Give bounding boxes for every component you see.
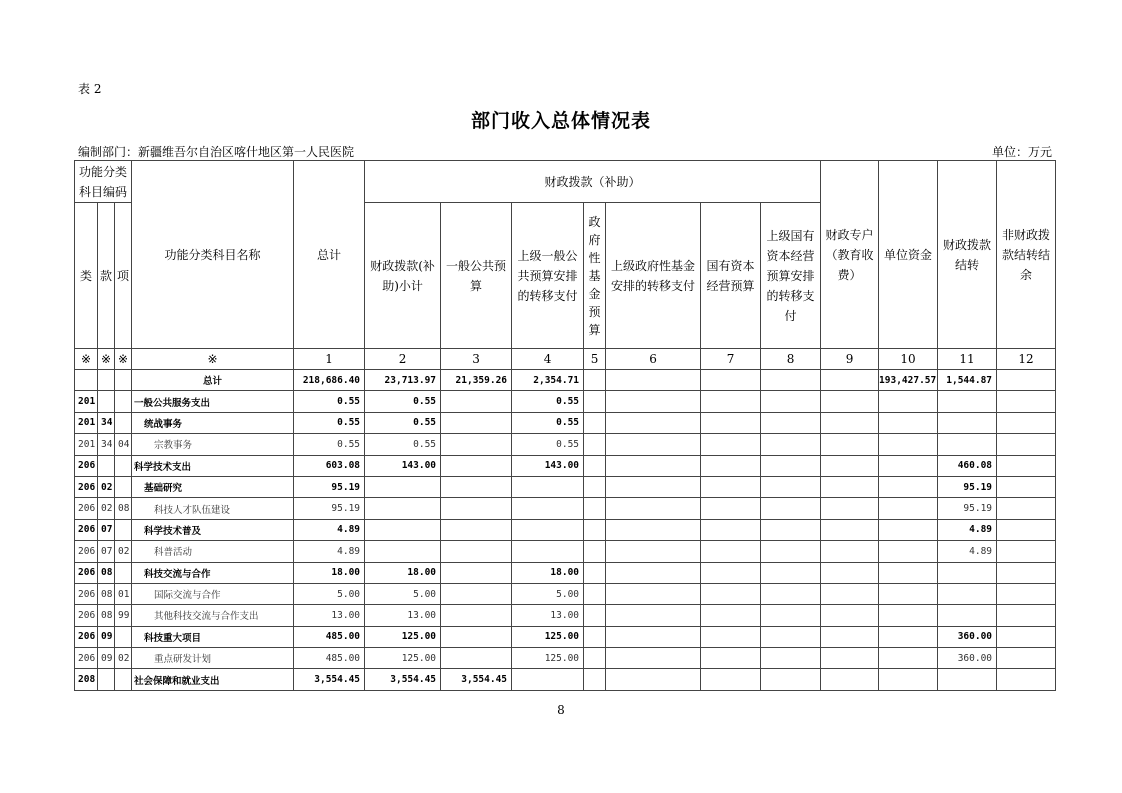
cell-col-2 xyxy=(365,541,441,562)
cell-col-7 xyxy=(701,541,761,562)
cell-col-10 xyxy=(879,669,938,690)
cell-col-12 xyxy=(997,648,1056,669)
cell-col-3 xyxy=(441,626,512,647)
cell-col-12 xyxy=(997,391,1056,412)
cell-col-9 xyxy=(821,583,879,604)
cell-col-12 xyxy=(997,626,1056,647)
cell-xiang: 01 xyxy=(115,583,132,604)
cell-col-11: 95.19 xyxy=(938,476,997,497)
cell-col-11 xyxy=(938,605,997,626)
cell-col-9 xyxy=(821,541,879,562)
table-row xyxy=(75,519,1056,540)
revenue-table xyxy=(74,160,1056,691)
cell-col-9 xyxy=(821,498,879,519)
cell-col-11 xyxy=(938,562,997,583)
cell-col-9 xyxy=(821,519,879,540)
header-fiscal-subtotal: 财政拨款(补助)小计 xyxy=(365,203,441,349)
cell-kuan: 09 xyxy=(98,648,115,669)
cell-col-4: 125.00 xyxy=(512,626,584,647)
cell-col-11 xyxy=(938,412,997,433)
cell-col-3: 21,359.26 xyxy=(441,370,512,391)
column-index-cell: 2 xyxy=(365,349,441,370)
cell-col-9 xyxy=(821,476,879,497)
cell-lei: 206 xyxy=(75,583,98,604)
table-number-label: 表 2 xyxy=(78,82,102,96)
page-title: 部门收入总体情况表 xyxy=(470,110,651,132)
cell-col-12 xyxy=(997,370,1056,391)
cell-col-1: 485.00 xyxy=(294,648,365,669)
cell-col-12 xyxy=(997,669,1056,690)
cell-col-7 xyxy=(701,669,761,690)
cell-kuan: 34 xyxy=(98,412,115,433)
cell-kuan: 08 xyxy=(98,583,115,604)
cell-col-2 xyxy=(365,498,441,519)
header-upper-fund-transfer: 上级政府性基金安排的转移支付 xyxy=(606,203,701,349)
cell-col-6 xyxy=(606,370,701,391)
cell-col-3 xyxy=(441,648,512,669)
cell-col-1: 603.08 xyxy=(294,455,365,476)
cell-col-2: 0.55 xyxy=(365,391,441,412)
header-lei: 类 xyxy=(75,203,98,349)
cell-item-name: 统战事务 xyxy=(132,412,294,433)
cell-col-6 xyxy=(606,455,701,476)
cell-item-name: 重点研发计划 xyxy=(132,648,294,669)
cell-col-5 xyxy=(584,605,606,626)
cell-col-7 xyxy=(701,583,761,604)
cell-col-2: 125.00 xyxy=(365,648,441,669)
cell-xiang: 08 xyxy=(115,498,132,519)
cell-col-7 xyxy=(701,455,761,476)
cell-col-10 xyxy=(879,434,938,455)
cell-col-11 xyxy=(938,434,997,455)
cell-col-6 xyxy=(606,519,701,540)
cell-col-1: 3,554.45 xyxy=(294,669,365,690)
cell-col-6 xyxy=(606,669,701,690)
cell-col-8 xyxy=(761,476,821,497)
cell-col-7 xyxy=(701,562,761,583)
cell-col-1: 0.55 xyxy=(294,434,365,455)
cell-col-12 xyxy=(997,519,1056,540)
cell-col-9 xyxy=(821,412,879,433)
cell-col-9 xyxy=(821,455,879,476)
column-index-cell: ※ xyxy=(115,349,132,370)
cell-col-2 xyxy=(365,519,441,540)
cell-col-1: 218,686.40 xyxy=(294,370,365,391)
cell-item-name: 社会保障和就业支出 xyxy=(132,669,294,690)
cell-col-8 xyxy=(761,498,821,519)
cell-col-8 xyxy=(761,455,821,476)
cell-lei: 206 xyxy=(75,648,98,669)
cell-col-9 xyxy=(821,669,879,690)
table-row xyxy=(75,434,1056,455)
cell-col-5 xyxy=(584,476,606,497)
cell-col-8 xyxy=(761,626,821,647)
cell-col-8 xyxy=(761,391,821,412)
cell-item-name: 基础研究 xyxy=(132,476,294,497)
cell-col-1: 95.19 xyxy=(294,476,365,497)
cell-xiang: 04 xyxy=(115,434,132,455)
cell-col-5 xyxy=(584,434,606,455)
cell-col-6 xyxy=(606,498,701,519)
table-row xyxy=(75,455,1056,476)
cell-col-6 xyxy=(606,583,701,604)
table-row xyxy=(75,626,1056,647)
cell-col-10 xyxy=(879,476,938,497)
cell-col-8 xyxy=(761,583,821,604)
cell-col-2: 0.55 xyxy=(365,412,441,433)
column-index-cell: 12 xyxy=(997,349,1056,370)
cell-col-6 xyxy=(606,562,701,583)
cell-col-3 xyxy=(441,455,512,476)
cell-xiang: 02 xyxy=(115,541,132,562)
cell-kuan: 09 xyxy=(98,626,115,647)
cell-col-11: 460.08 xyxy=(938,455,997,476)
cell-col-3: 3,554.45 xyxy=(441,669,512,690)
cell-col-3 xyxy=(441,434,512,455)
cell-col-10: 193,427.57 xyxy=(879,370,938,391)
cell-col-4: 0.55 xyxy=(512,391,584,412)
cell-col-8 xyxy=(761,669,821,690)
cell-kuan: 07 xyxy=(98,519,115,540)
column-index-cell: 4 xyxy=(512,349,584,370)
cell-col-3 xyxy=(441,605,512,626)
column-index-cell: 1 xyxy=(294,349,365,370)
compiling-department: 编制部门：新疆维吾尔自治区喀什地区第一人民医院 xyxy=(78,145,355,159)
table-row xyxy=(75,583,1056,604)
cell-item-name: 宗教事务 xyxy=(132,434,294,455)
table-row xyxy=(75,412,1056,433)
column-index-cell: 6 xyxy=(606,349,701,370)
cell-col-8 xyxy=(761,412,821,433)
cell-kuan: 34 xyxy=(98,434,115,455)
cell-col-5 xyxy=(584,498,606,519)
table-row xyxy=(75,391,1056,412)
column-index-cell: 5 xyxy=(584,349,606,370)
cell-col-12 xyxy=(997,498,1056,519)
column-index-cell: ※ xyxy=(132,349,294,370)
cell-col-2 xyxy=(365,476,441,497)
cell-col-4: 125.00 xyxy=(512,648,584,669)
cell-item-name: 科技交流与合作 xyxy=(132,562,294,583)
cell-col-9 xyxy=(821,391,879,412)
cell-col-4 xyxy=(512,476,584,497)
cell-col-7 xyxy=(701,519,761,540)
cell-kuan: 08 xyxy=(98,562,115,583)
cell-col-11 xyxy=(938,583,997,604)
cell-col-10 xyxy=(879,455,938,476)
cell-xiang xyxy=(115,370,132,391)
cell-col-2: 23,713.97 xyxy=(365,370,441,391)
cell-col-8 xyxy=(761,519,821,540)
cell-xiang: 99 xyxy=(115,605,132,626)
cell-col-9 xyxy=(821,370,879,391)
cell-col-10 xyxy=(879,648,938,669)
cell-col-5 xyxy=(584,648,606,669)
cell-col-6 xyxy=(606,391,701,412)
cell-col-2: 125.00 xyxy=(365,626,441,647)
cell-col-8 xyxy=(761,370,821,391)
cell-col-11: 1,544.87 xyxy=(938,370,997,391)
cell-lei: 206 xyxy=(75,476,98,497)
table-row xyxy=(75,562,1056,583)
cell-lei: 201 xyxy=(75,391,98,412)
cell-col-4 xyxy=(512,541,584,562)
cell-col-10 xyxy=(879,519,938,540)
cell-col-5 xyxy=(584,455,606,476)
cell-col-8 xyxy=(761,541,821,562)
cell-col-1: 0.55 xyxy=(294,391,365,412)
cell-col-7 xyxy=(701,626,761,647)
cell-col-4: 13.00 xyxy=(512,605,584,626)
cell-col-6 xyxy=(606,605,701,626)
cell-col-7 xyxy=(701,412,761,433)
cell-col-8 xyxy=(761,648,821,669)
cell-col-7 xyxy=(701,476,761,497)
cell-col-2: 143.00 xyxy=(365,455,441,476)
column-index-cell: 8 xyxy=(761,349,821,370)
cell-item-name: 其他科技交流与合作支出 xyxy=(132,605,294,626)
cell-col-10 xyxy=(879,412,938,433)
table-row xyxy=(75,648,1056,669)
cell-lei: 206 xyxy=(75,541,98,562)
cell-col-12 xyxy=(997,541,1056,562)
cell-col-1: 0.55 xyxy=(294,412,365,433)
cell-lei: 206 xyxy=(75,455,98,476)
page-number: 8 xyxy=(557,703,565,717)
cell-col-6 xyxy=(606,541,701,562)
cell-col-2: 0.55 xyxy=(365,434,441,455)
cell-col-7 xyxy=(701,370,761,391)
table-row xyxy=(75,605,1056,626)
unit-label: 单位：万元 xyxy=(991,145,1052,159)
cell-col-10 xyxy=(879,562,938,583)
header-special-fund: 财政专户（教育收费） xyxy=(821,161,879,349)
table-row xyxy=(75,476,1056,497)
cell-lei: 201 xyxy=(75,412,98,433)
cell-col-10 xyxy=(879,583,938,604)
cell-col-5 xyxy=(584,370,606,391)
cell-col-5 xyxy=(584,583,606,604)
cell-lei xyxy=(75,370,98,391)
cell-kuan: 08 xyxy=(98,605,115,626)
cell-xiang xyxy=(115,519,132,540)
header-fiscal-group: 财政拨款（补助） xyxy=(365,161,821,203)
cell-item-name: 科技重大项目 xyxy=(132,626,294,647)
cell-col-11: 4.89 xyxy=(938,541,997,562)
cell-xiang xyxy=(115,626,132,647)
cell-col-5 xyxy=(584,626,606,647)
cell-col-1: 485.00 xyxy=(294,626,365,647)
header-state-capital-budget: 国有资本经营预算 xyxy=(701,203,761,349)
header-xiang: 项 xyxy=(115,203,132,349)
cell-kuan: 02 xyxy=(98,476,115,497)
cell-col-2: 18.00 xyxy=(365,562,441,583)
cell-item-name: 科学技术支出 xyxy=(132,455,294,476)
cell-lei: 206 xyxy=(75,562,98,583)
cell-col-1: 13.00 xyxy=(294,605,365,626)
column-index-cell: ※ xyxy=(75,349,98,370)
cell-col-10 xyxy=(879,605,938,626)
cell-col-4 xyxy=(512,669,584,690)
cell-col-9 xyxy=(821,648,879,669)
cell-lei: 201 xyxy=(75,434,98,455)
table-row xyxy=(75,541,1056,562)
cell-col-5 xyxy=(584,669,606,690)
cell-col-3 xyxy=(441,562,512,583)
cell-col-3 xyxy=(441,498,512,519)
table-row xyxy=(75,669,1056,690)
cell-item-name: 总计 xyxy=(132,370,294,391)
cell-col-5 xyxy=(584,519,606,540)
cell-lei: 206 xyxy=(75,498,98,519)
cell-col-11: 95.19 xyxy=(938,498,997,519)
cell-col-7 xyxy=(701,391,761,412)
cell-col-12 xyxy=(997,455,1056,476)
cell-col-10 xyxy=(879,391,938,412)
cell-col-7 xyxy=(701,498,761,519)
column-index-cell: 11 xyxy=(938,349,997,370)
cell-xiang xyxy=(115,412,132,433)
cell-col-4: 5.00 xyxy=(512,583,584,604)
cell-col-8 xyxy=(761,562,821,583)
header-nonfiscal-carryover: 非财政拨款结转结余 xyxy=(997,161,1056,349)
cell-item-name: 科普活动 xyxy=(132,541,294,562)
cell-col-10 xyxy=(879,626,938,647)
cell-kuan xyxy=(98,391,115,412)
cell-col-12 xyxy=(997,412,1056,433)
cell-col-4: 143.00 xyxy=(512,455,584,476)
header-kuan: 款 xyxy=(98,203,115,349)
cell-col-1: 5.00 xyxy=(294,583,365,604)
cell-col-1: 4.89 xyxy=(294,541,365,562)
cell-col-8 xyxy=(761,605,821,626)
header-item-name: 功能分类科目名称 xyxy=(132,161,294,349)
cell-col-4: 0.55 xyxy=(512,434,584,455)
cell-col-12 xyxy=(997,605,1056,626)
cell-col-7 xyxy=(701,605,761,626)
cell-lei: 206 xyxy=(75,519,98,540)
cell-col-11 xyxy=(938,669,997,690)
cell-lei: 208 xyxy=(75,669,98,690)
cell-col-2: 13.00 xyxy=(365,605,441,626)
cell-col-12 xyxy=(997,583,1056,604)
cell-kuan xyxy=(98,455,115,476)
cell-kuan: 02 xyxy=(98,498,115,519)
cell-xiang xyxy=(115,455,132,476)
cell-item-name: 国际交流与合作 xyxy=(132,583,294,604)
header-unit-fund: 单位资金 xyxy=(879,161,938,349)
cell-xiang xyxy=(115,669,132,690)
cell-item-name: 一般公共服务支出 xyxy=(132,391,294,412)
header-gov-fund-budget: 政府性基金预算 xyxy=(584,203,606,349)
cell-col-6 xyxy=(606,476,701,497)
cell-col-3 xyxy=(441,583,512,604)
cell-col-5 xyxy=(584,562,606,583)
header-upper-general-transfer: 上级一般公共预算安排的转移支付 xyxy=(512,203,584,349)
cell-col-4: 0.55 xyxy=(512,412,584,433)
cell-col-12 xyxy=(997,434,1056,455)
cell-col-9 xyxy=(821,562,879,583)
total-row xyxy=(75,370,1056,391)
cell-col-7 xyxy=(701,434,761,455)
cell-col-6 xyxy=(606,626,701,647)
header-upper-state-capital-transfer: 上级国有资本经营预算安排的转移支付 xyxy=(761,203,821,349)
cell-col-11: 360.00 xyxy=(938,626,997,647)
cell-item-name: 科技人才队伍建设 xyxy=(132,498,294,519)
cell-xiang xyxy=(115,391,132,412)
cell-col-2: 3,554.45 xyxy=(365,669,441,690)
cell-lei: 206 xyxy=(75,626,98,647)
cell-item-name: 科学技术普及 xyxy=(132,519,294,540)
cell-col-4: 18.00 xyxy=(512,562,584,583)
cell-xiang xyxy=(115,476,132,497)
column-index-cell: 7 xyxy=(701,349,761,370)
cell-col-6 xyxy=(606,648,701,669)
cell-col-1: 4.89 xyxy=(294,519,365,540)
cell-xiang: 02 xyxy=(115,648,132,669)
column-index-cell: 3 xyxy=(441,349,512,370)
cell-col-10 xyxy=(879,541,938,562)
cell-col-3 xyxy=(441,519,512,540)
cell-col-1: 18.00 xyxy=(294,562,365,583)
cell-col-12 xyxy=(997,476,1056,497)
cell-col-4: 2,354.71 xyxy=(512,370,584,391)
cell-col-11: 360.00 xyxy=(938,648,997,669)
cell-col-3 xyxy=(441,391,512,412)
cell-col-12 xyxy=(997,562,1056,583)
cell-col-9 xyxy=(821,434,879,455)
header-total: 总计 xyxy=(294,161,365,349)
cell-col-5 xyxy=(584,541,606,562)
header-general-public-budget: 一般公共预算 xyxy=(441,203,512,349)
cell-col-11 xyxy=(938,391,997,412)
cell-kuan: 07 xyxy=(98,541,115,562)
cell-col-9 xyxy=(821,605,879,626)
cell-kuan xyxy=(98,370,115,391)
table-row xyxy=(75,498,1056,519)
cell-col-11: 4.89 xyxy=(938,519,997,540)
cell-col-2: 5.00 xyxy=(365,583,441,604)
cell-col-1: 95.19 xyxy=(294,498,365,519)
header-code-group: 功能分类科目编码 xyxy=(75,161,132,203)
cell-lei: 206 xyxy=(75,605,98,626)
cell-kuan xyxy=(98,669,115,690)
cell-col-3 xyxy=(441,541,512,562)
header-fiscal-carryover: 财政拨款结转 xyxy=(938,161,997,349)
cell-col-5 xyxy=(584,391,606,412)
cell-col-4 xyxy=(512,498,584,519)
cell-col-4 xyxy=(512,519,584,540)
cell-col-9 xyxy=(821,626,879,647)
cell-col-10 xyxy=(879,498,938,519)
column-index-cell: ※ xyxy=(98,349,115,370)
cell-xiang xyxy=(115,562,132,583)
cell-col-7 xyxy=(701,648,761,669)
cell-col-3 xyxy=(441,476,512,497)
cell-col-8 xyxy=(761,434,821,455)
column-index-cell: 10 xyxy=(879,349,938,370)
cell-col-6 xyxy=(606,412,701,433)
column-index-cell: 9 xyxy=(821,349,879,370)
cell-col-5 xyxy=(584,412,606,433)
cell-col-6 xyxy=(606,434,701,455)
cell-col-3 xyxy=(441,412,512,433)
